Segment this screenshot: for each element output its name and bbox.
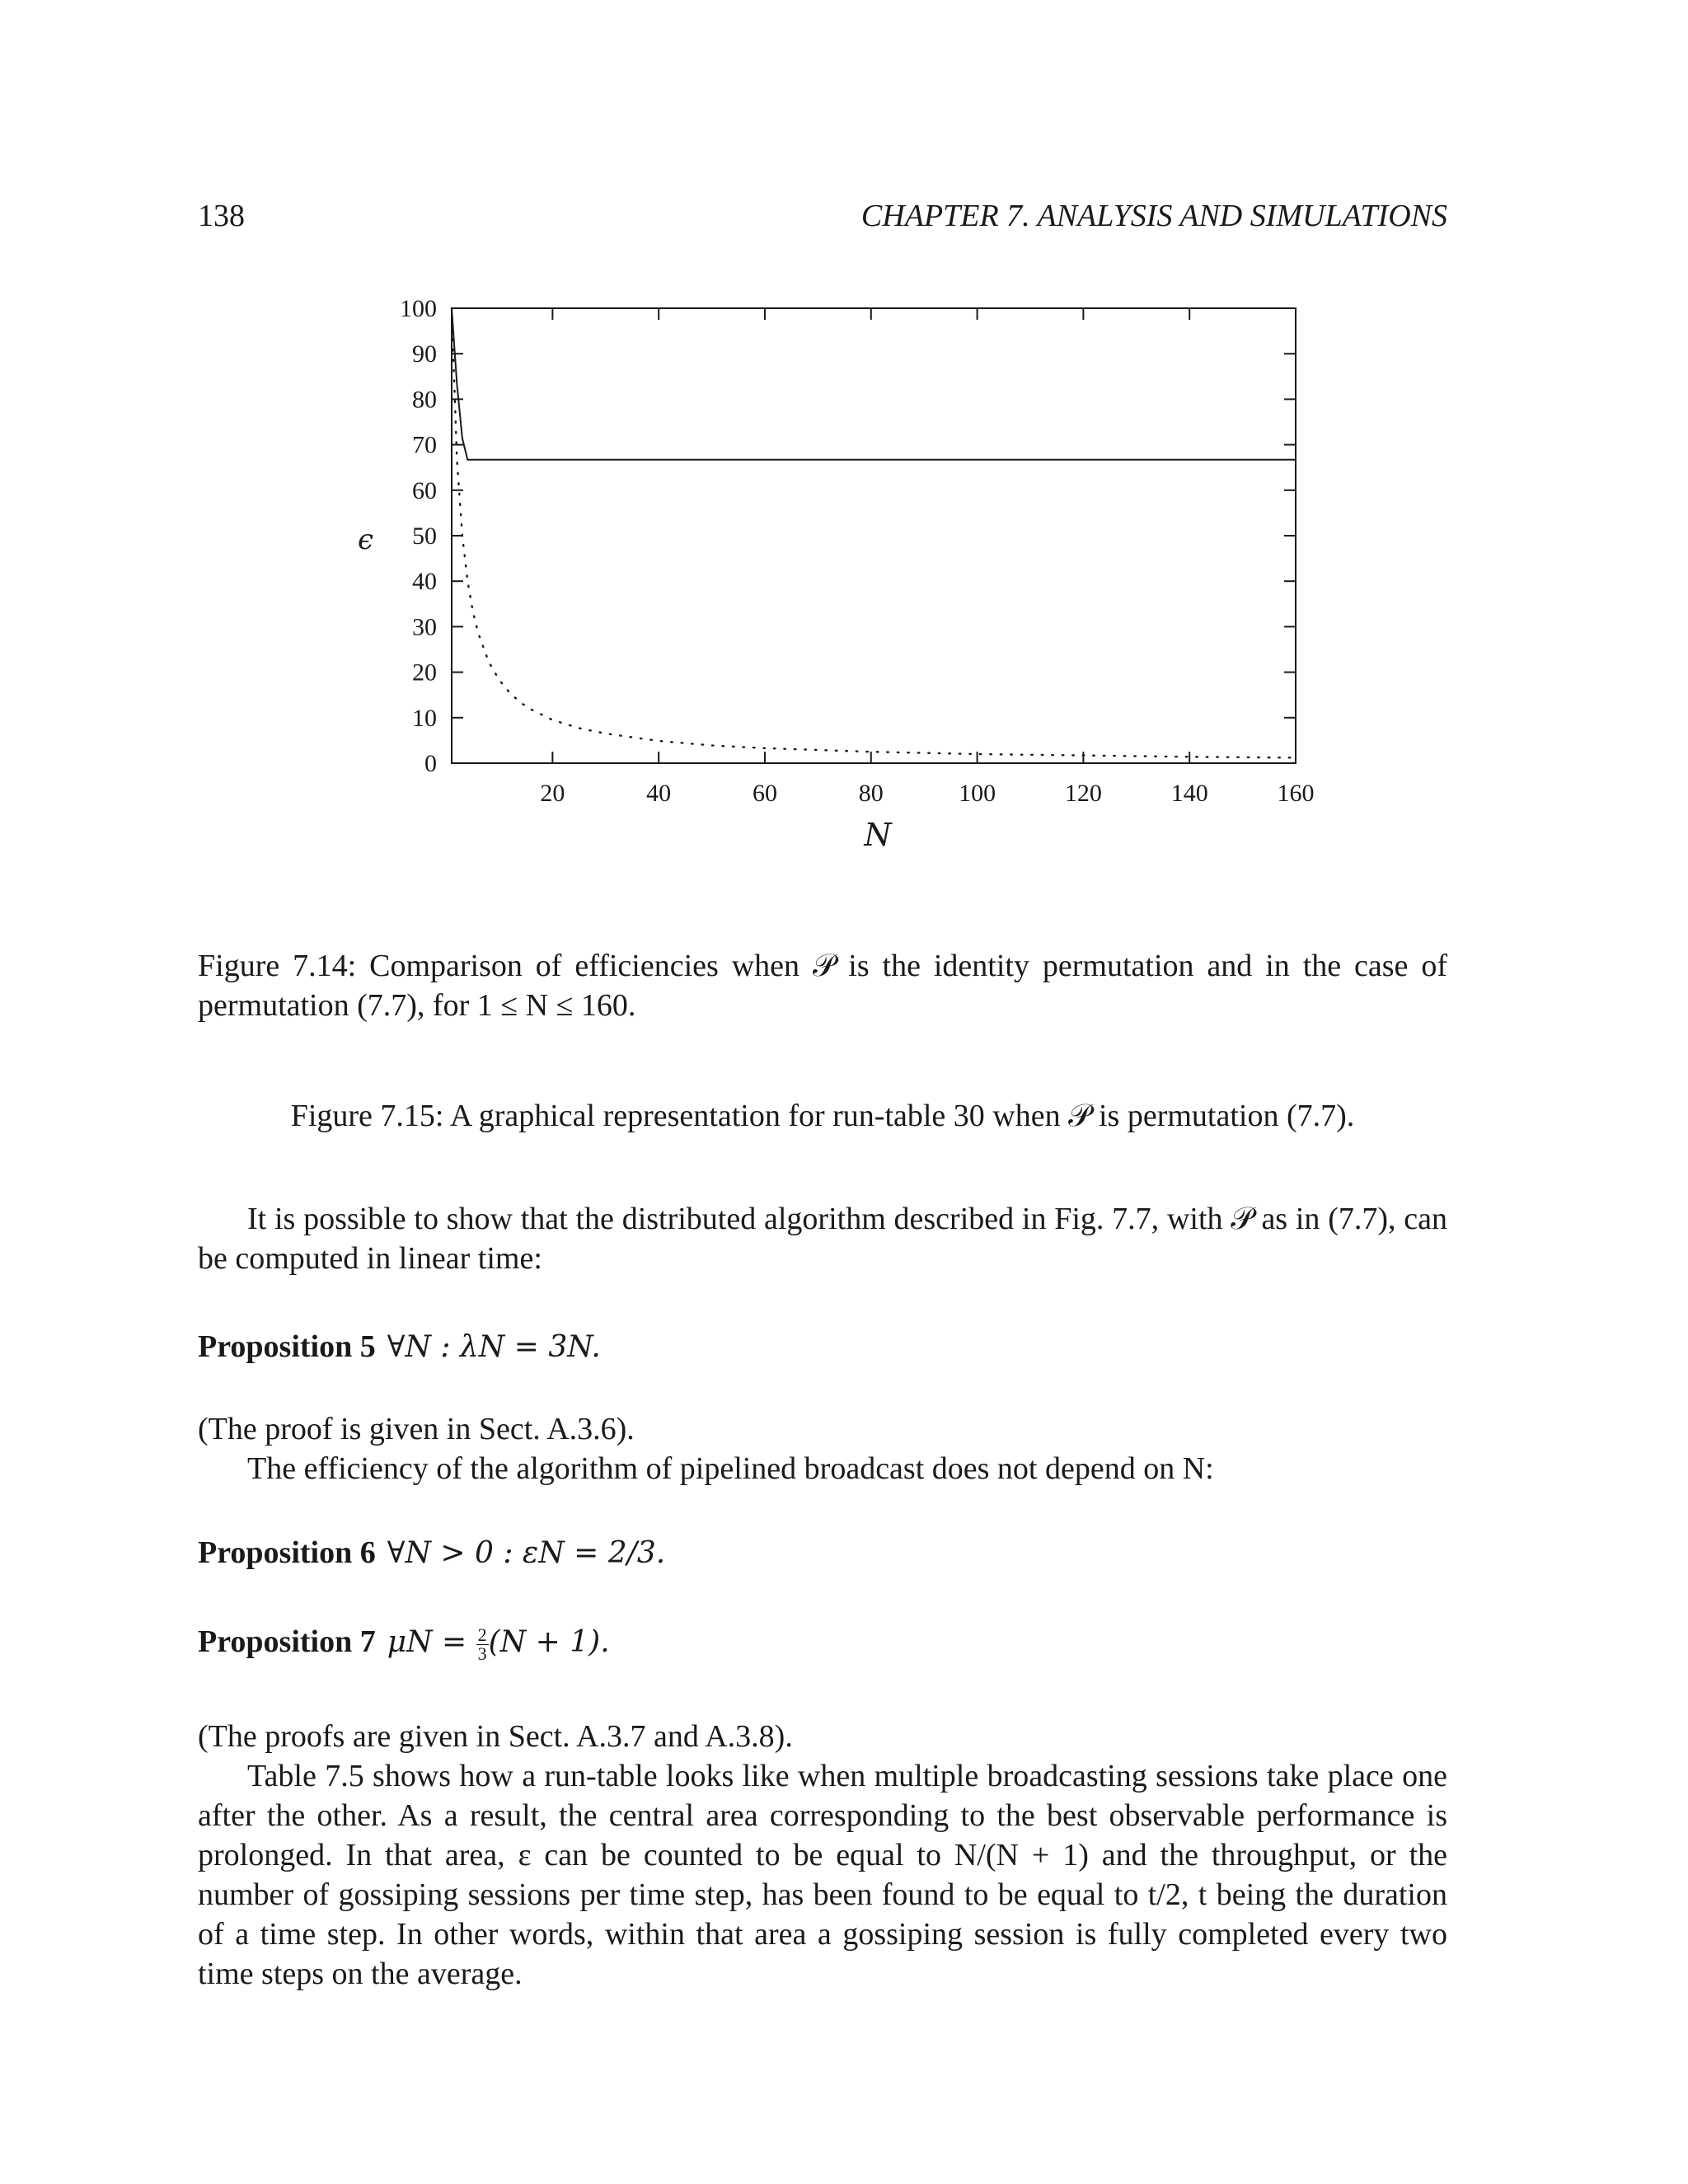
y-tick-label: 80 bbox=[412, 386, 437, 414]
figure-7-15-caption: Figure 7.15: A graphical representation for run-table 30 when 𝒫 is permutation (7.7). bbox=[290, 1099, 1355, 1133]
paragraph-efficiency: The efficiency of the algorithm of pipelined broadcast does not depend on N: bbox=[247, 1451, 1214, 1486]
y-axis-label: ϵ bbox=[358, 523, 374, 556]
proof-block-1 bbox=[198, 1409, 1447, 1488]
plot-frame bbox=[452, 308, 1296, 763]
x-tick-label: 40 bbox=[646, 780, 672, 807]
x-tick-label: 160 bbox=[1277, 780, 1315, 807]
efficiency-chart bbox=[330, 288, 1368, 865]
fraction-denominator: 3 bbox=[477, 1643, 487, 1664]
page-number: 138 bbox=[198, 199, 245, 233]
proposition-6-formula: ∀N > 0 : εN = 2/3. bbox=[387, 1536, 666, 1570]
x-tick-group bbox=[540, 308, 1314, 807]
x-tick-label: 20 bbox=[540, 780, 565, 807]
y-tick-label: 40 bbox=[412, 568, 437, 596]
chart-axes bbox=[452, 308, 1296, 763]
fraction-numerator: 2 bbox=[477, 1624, 487, 1645]
proof-note-1: (The proof is given in Sect. A.3.6). bbox=[198, 1412, 635, 1446]
y-tick-label: 100 bbox=[400, 295, 437, 322]
running-head: CHAPTER 7. ANALYSIS AND SIMULATIONS bbox=[860, 199, 1447, 233]
y-tick-label: 90 bbox=[412, 340, 437, 368]
proposition-7 bbox=[198, 1622, 610, 1663]
x-tick-label: 140 bbox=[1170, 780, 1208, 807]
proof-block-2 bbox=[198, 1717, 1447, 1994]
y-tick-label: 30 bbox=[412, 613, 437, 641]
proposition-5 bbox=[198, 1327, 601, 1367]
solid-series-line bbox=[452, 308, 1296, 460]
proposition-5-formula: ∀N : λN = 3N. bbox=[387, 1330, 601, 1364]
paragraph-run-table: Table 7.5 shows how a run-table looks like when multiple broadcasting sessions take place one after the other. As a result, the central area corresponding to the best observable performance is prolonged. In that area, ε can be counted to be equal to N/(N + 1) and the throughput, or the number of gossiping sessions per time step, has been found to be equal to t/2, t being the duration of a time step. In other words, within that area a gossiping session is fully completed every two time steps on the average. bbox=[198, 1759, 1447, 1991]
fraction-two-thirds bbox=[476, 1626, 489, 1663]
proposition-7-label: Proposition 7 bbox=[198, 1624, 376, 1659]
x-tick-label: 80 bbox=[858, 780, 884, 807]
y-tick-label: 60 bbox=[412, 476, 437, 504]
paragraph-linear-time: It is possible to show that the distributed algorithm described in Fig. 7.7, with 𝒫 as in (7.7), can be computed in linear time: bbox=[198, 1202, 1447, 1276]
proof-note-2: (The proofs are given in Sect. A.3.7 and A.3.8). bbox=[198, 1719, 793, 1754]
y-tick-label: 20 bbox=[412, 658, 437, 687]
proposition-6 bbox=[198, 1533, 665, 1573]
y-tick-label: 0 bbox=[424, 750, 437, 777]
series-group bbox=[452, 308, 1296, 757]
dotted-series-line bbox=[452, 308, 1296, 757]
y-tick-label: 50 bbox=[412, 523, 437, 550]
y-tick-label: 70 bbox=[412, 431, 437, 459]
y-tick-group bbox=[400, 295, 1296, 777]
proposition-7-lhs: μN = bbox=[387, 1625, 476, 1659]
x-axis-label: N bbox=[864, 817, 892, 853]
x-tick-label: 120 bbox=[1064, 780, 1102, 807]
x-tick-label: 60 bbox=[752, 780, 777, 807]
proposition-7-rhs: (N + 1). bbox=[488, 1625, 610, 1659]
x-tick-label: 100 bbox=[959, 780, 996, 807]
proposition-5-label: Proposition 5 bbox=[198, 1329, 376, 1364]
figure-7-14-caption: Figure 7.14: Comparison of efficiencies when 𝒫 is the identity permutation and in the case of permutation (7.7), for 1 ≤ N ≤ 160. bbox=[198, 949, 1447, 1023]
y-tick-label: 10 bbox=[412, 704, 437, 732]
proposition-6-label: Proposition 6 bbox=[198, 1535, 376, 1570]
